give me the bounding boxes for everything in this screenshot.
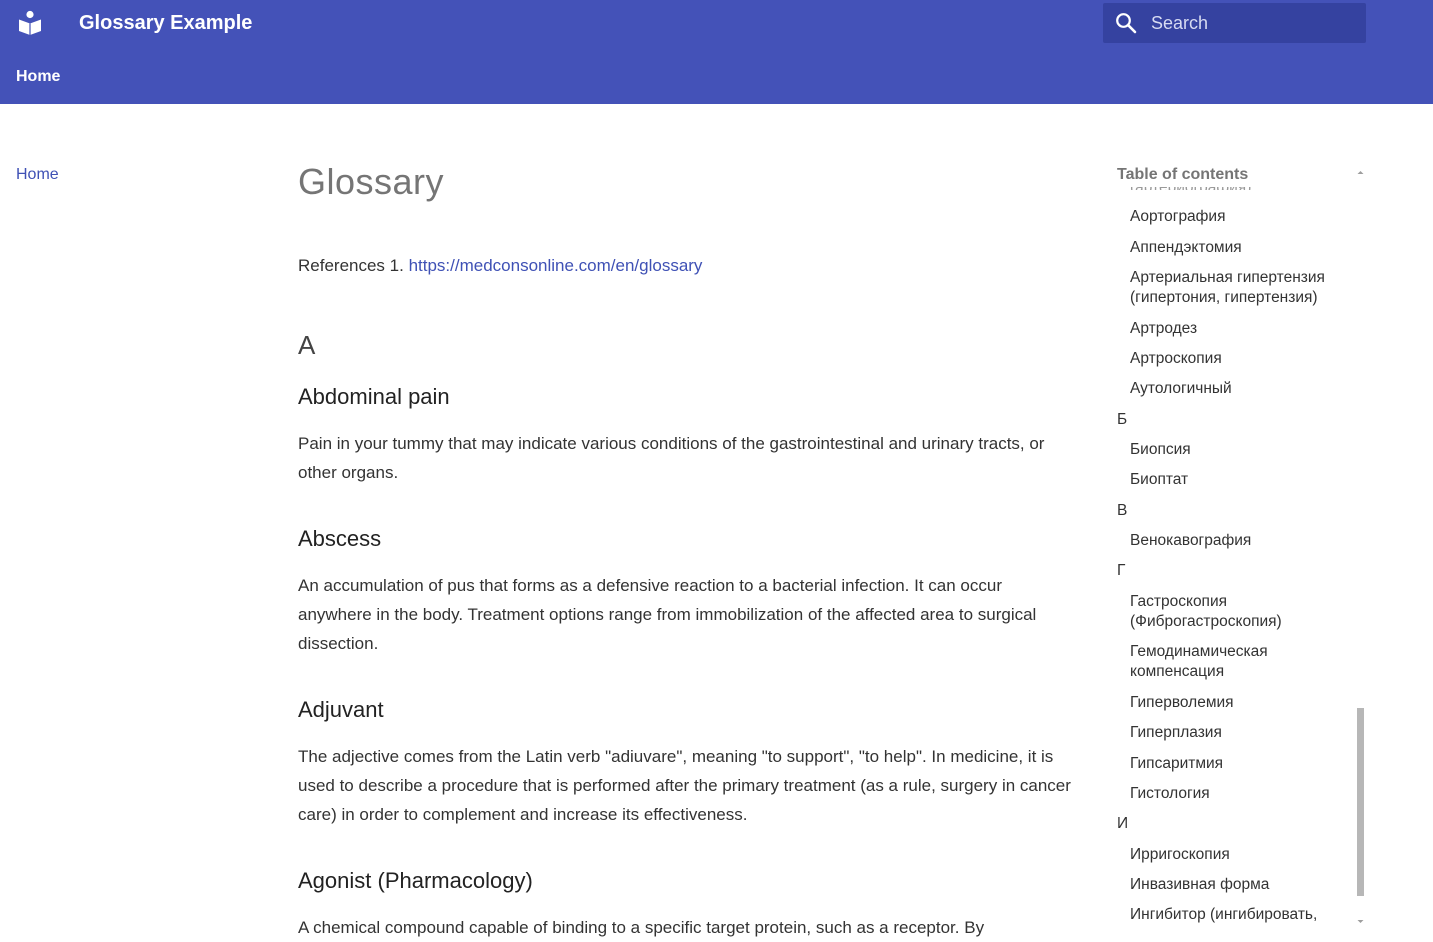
toc-item[interactable]: Инвазивная форма [1130,876,1270,893]
entry-title: Abscess [298,526,382,551]
references-label: References 1. [298,256,409,275]
site-title[interactable]: Glossary Example [79,12,253,34]
toc-item[interactable]: Артродез [1130,320,1198,337]
toc-item[interactable]: Биопсия [1130,441,1191,458]
entry-title: Adjuvant [298,697,384,722]
tab-home[interactable]: Home [16,68,61,85]
scroll-down-arrow-icon[interactable] [1357,919,1364,924]
toc-item[interactable]: Аутологичный [1130,380,1232,397]
toc-item[interactable]: Гастроскопия (Фиброгастроскопия) [1130,593,1282,630]
search-icon [1115,12,1137,34]
entry-text: Pain in your tummy that may indicate various conditions of the gastrointestinal and urinary tracts, or other organs. [298,434,1045,482]
toc-letter[interactable]: Б [1117,411,1128,428]
toc-item[interactable]: Аппендэктомия [1130,239,1242,256]
toc-item[interactable]: Артроскопия [1130,350,1222,367]
entry-text: The adjective comes from the Latin verb "adiuvare", meaning "to support", "to help". In medicine, it is used to describe a procedure that is performed after the primary treatment (as a rule, surgery in cancer care) in order to complement and increase its effectiveness. [298,747,1071,824]
toc-item[interactable]: Ингибитор (ингибировать, [1130,906,1318,923]
toc-item[interactable]: Биоптат [1130,471,1189,488]
toc-letter[interactable]: В [1117,502,1128,519]
toc-item[interactable]: Венокавография [1130,532,1252,549]
entry-title: Agonist (Pharmacology) [298,868,533,893]
references-link[interactable]: https://medconsonline.com/en/glossary [408,256,703,275]
book-reader-icon[interactable] [17,10,43,36]
toc-item[interactable]: Ирригоскопия [1130,846,1230,863]
toc-item[interactable]: Гемодинамическая компенсация [1130,643,1268,680]
toc-scrollbar-thumb[interactable] [1357,708,1364,896]
main-content [298,160,1078,942]
toc-letter[interactable]: И [1117,815,1129,832]
toc-item[interactable]: Артериальная гипертензия (гипертония, гипертензия) [1130,269,1325,306]
search-input[interactable] [1151,3,1356,43]
toc-letter[interactable]: Г [1117,562,1126,579]
toc-title: Table of contents [1117,165,1367,187]
entry-title: Abdominal pain [298,384,450,409]
search-box[interactable] [1103,3,1366,43]
letter-heading-a: A [298,330,316,360]
toc-item[interactable]: Гистология [1130,785,1210,802]
page-title: Glossary [298,161,445,202]
scroll-up-arrow-icon[interactable] [1357,170,1364,175]
left-nav-item-home[interactable]: Home [16,166,59,183]
toc-item[interactable]: Гипсаритмия [1130,755,1224,772]
entry-text: A chemical compound capable of binding to a specific target protein, such as a receptor. By [298,918,985,937]
toc-item[interactable]: Гиперволемия [1130,694,1234,711]
references-line [298,254,1078,278]
entry-text: An accumulation of pus that forms as a defensive reaction to a bacterial infection. It can occur anywhere in the body. Treatment options range from immobilization of the affected area to surgical dissection. [298,576,1037,653]
toc-item[interactable]: Аортография [1130,208,1226,225]
table-of-contents [1117,160,1367,940]
toc-item[interactable]: Гиперплазия [1130,724,1222,741]
site-header [0,0,1433,104]
